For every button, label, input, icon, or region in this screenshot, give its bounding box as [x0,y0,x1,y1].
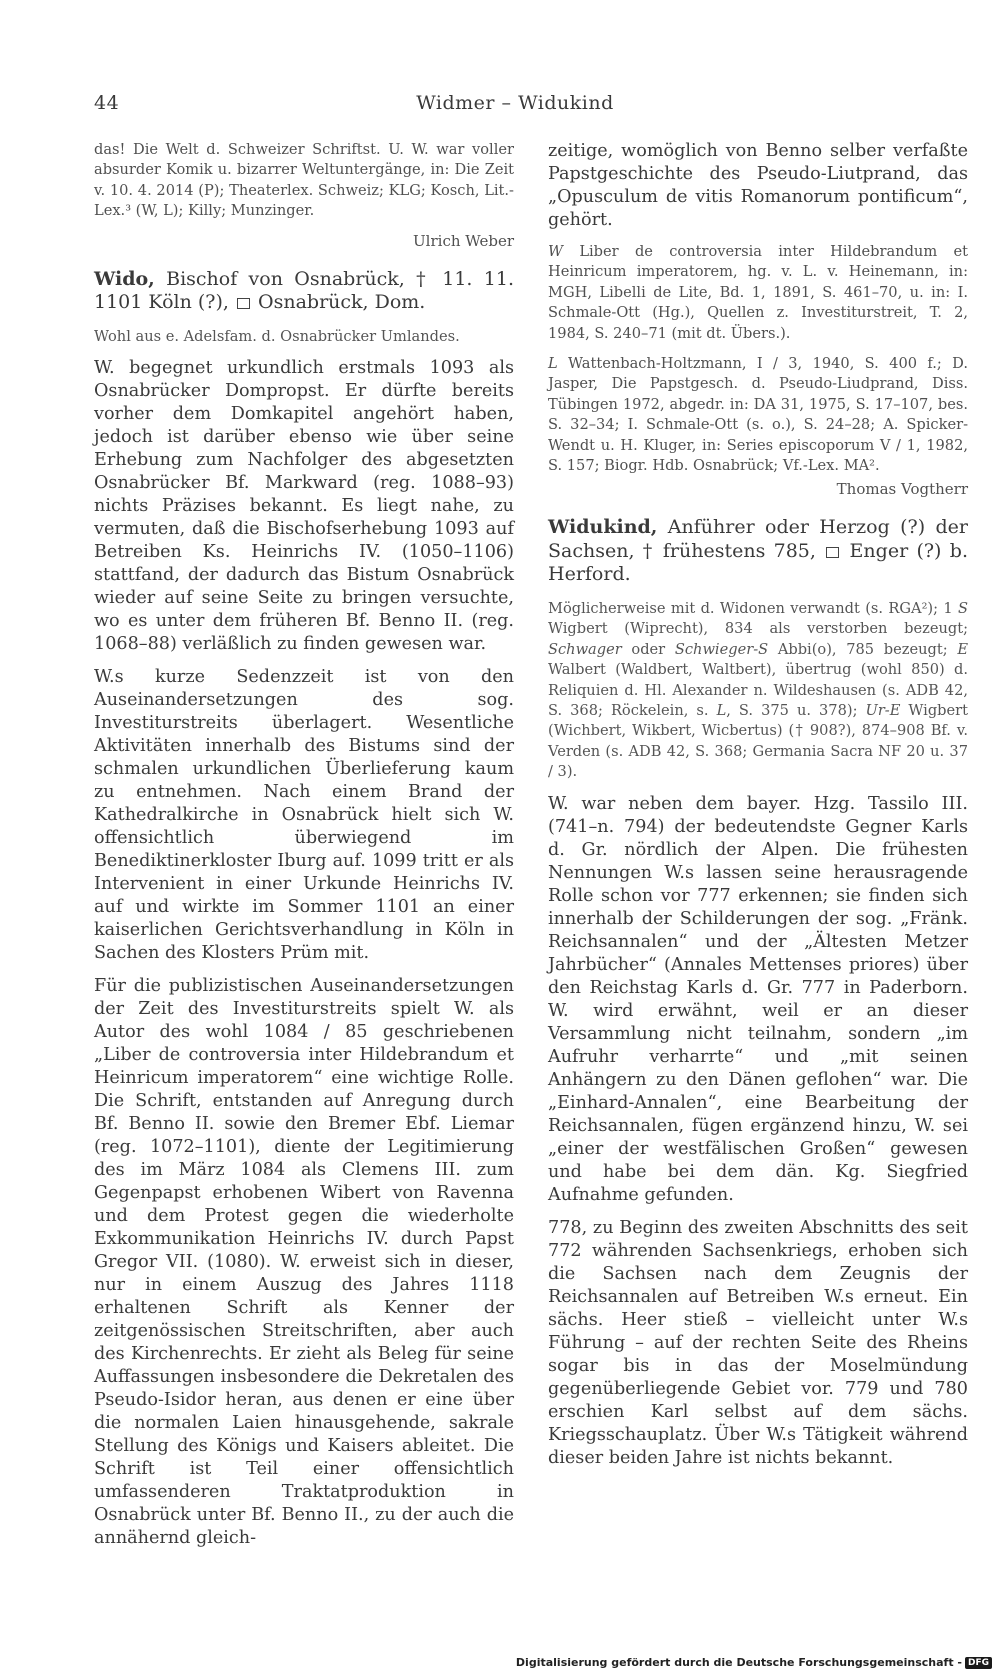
entry-heading-wido [94,268,514,315]
origin-note: Möglicherweise mit d. Widonen verwandt (s. RGA²); 1 S Wigbert (Wiprecht), 834 als verstorben bezeugt; Schwager oder Schwieger-S Abbi(o), 785 bezeugt; E Walbert (Waldbert, Waltbert), übertrug (wohl 850) d. Reliquien d. Hl. Alexander n. Wildeshausen (s. ADB 42, S. 368; Röckelein, s. L, S. 375 u. 378); Ur-E Wigbert (Wichbert, Wikbert, Wicbertus) († 908?), 874–908 Bf. v. Verden (s. ADB 42, S. 368; Germania Sacra NF 20 u. 37 / 3). [548,599,968,781]
body-paragraph: Für die publizistischen Auseinandersetzungen der Zeit des Investiturstreits spielt W. als Autor des wohl 1084 / 85 geschriebenen „Liber de controversia inter Hildebrandum et Heinricum imperatorem“ eine wichtige Rolle. Die Schrift, entstanden auf Anregung durch Bf. Benno II. sowie den Bremer Ebf. Liemar (reg. 1072–1101), diente der Legitimierung des im März 1084 als Clemens III. zum Gegenpapst erhobenen Wibert von Ravenna und dem Protest gegen die wiederholte Exkommunikation Heinrichs IV. durch Papst Gregor VII. (1080). W. erweist sich in dieser, nur in einem Auszug des Jahres 1118 erhaltenen Schrift als Kenner der zeitgenössischen Streitschriften, aber auch des Kirchenrechts. Er zieht als Beleg für seine Auffassungen insbesondere die Dekretalen des Pseudo-Isidor heran, aus denen er eine über die normalen Laien hinausgehende, sakrale Stellung des Königs und Kaisers ableitet. Die Schrift ist Teil einer offensichtlich umfassenderen Traktatproduktion in Osnabrück unter Bf. Benno II., zu der auch die annähernd gleich- [94,976,514,1549]
previous-entry-tail: das! Die Welt d. Schweizer Schriftst. U. W. war voller absurder Komik u. bizarrer Weltuntergänge, in: Die Zeit v. 10. 4. 2014 (P); Theaterlex. Schweiz; KLG; Kosch, Lit.-Lex.³ (W, L); Killy; Munzinger. [94,141,514,220]
works-section [548,242,968,344]
author-signature: Thomas Vogtherr [836,480,968,499]
page-number: 44 [94,92,120,114]
entry-heading-burial: Osnabrück, Dom. [251,291,426,314]
author-signature: Ulrich Weber [413,231,514,250]
entry-name: Wido, [94,267,155,290]
body-paragraph: W.s kurze Sedenzzeit ist von den Auseinandersetzungen des sog. Investiturstreits überlagert. Wesentliche Aktivitäten innerhalb des Bistums sind der schmalen urkundlichen Überlieferung kaum zu entnehmen. Nach einem Brand der Kathedralkirche in Osnabrück hielt sich W. offensichtlich überwiegend im Benediktinerkloster Iburg auf. 1099 tritt er als Intervenient in einer Urkunde Heinrichs IV. auf und wirkte im Sommer 1101 an einer kaiserlichen Gerichtsverhandlung in Köln in Sachen des Klosters Prüm mit. [94,667,514,964]
footer-text: Digitalisierung gefördert durch die Deutsche Forschungsgemeinschaft - [515,1656,962,1669]
entry-heading-text: Bischof von Osnabrück, † 11. 11. 1101 Köln (?), [94,267,514,314]
dfg-logo: DFG [965,1657,992,1669]
right-column [548,140,968,1480]
body-paragraph: W. war neben dem bayer. Hzg. Tassilo III. (741–n. 794) der bedeutendste Gegner Karls d. Gr. nördlich der Alpen. Die frühesten Nennungen W.s lassen seine herausragende Rolle schon vor 777 erkennen; sie finden sich innerhalb der Schilderungen der sog. „Fränk. Reichsannalen“ und der „Ältesten Metzer Jahrbücher“ (Annales Mettenses priores) über den Reichstag Karls d. Gr. 777 in Paderborn. W. wird erwähnt, weil er an dieser Versammlung nicht teilnahm, sondern „im Aufruhr verharrte“ und „mit seinen Anhängern zu den Dänen geflohen“ war. Die „Einhard-Annalen“, eine Bearbeitung der Reichsannalen, fügen ergänzend hinzu, W. sei „einer der westfälischen Großen“ gewesen und habe bei dem dän. Kg. Siegfried Aufnahme gefunden. [548,793,968,1205]
body-paragraph: 778, zu Beginn des zweiten Abschnitts des seit 772 währenden Sachsenkriegs, erhoben sich die Sachsen nach dem Zeugnis der Reichsannalen auf Betreiben W.s erneut. Ein sächs. Heer stieß – vielleicht unter W.s Führung – auf der rechten Seite des Rheins sogar bis in das der Moselmündung gegenüberliegende Gebiet vor. 779 und 780 erschien Karl selbst auf dem sächs. Kriegsschauplatz. Über W.s Tätigkeit während dieser beiden Jahre ist nichts bekannt. [548,1217,968,1468]
origin-note: Wohl aus e. Adelsfam. d. Osnabrücker Umlandes. [94,327,460,345]
entry-heading-widukind [548,516,968,587]
grave-icon [237,298,250,309]
running-head: Widmer – Widukind [416,92,614,114]
grave-icon [826,547,839,558]
digitization-footer [516,1656,992,1669]
left-column [94,140,514,1560]
entry-heading-text: Anführer oder Herzog (?) der Sachsen, † frühestens 785, [548,516,968,562]
body-paragraph: W. begegnet urkundlich erstmals 1093 als Osnabrücker Dompropst. Er dürfte bereits vorher dem Domkapitel angehört haben, jedoch ist darüber ebenso wie über seine Erhebung zum Nachfolger des abgesetzten Osnabrücker Bf. Markward (reg. 1088–93) nichts Präzises bekannt. Es liegt nahe, zu vermuten, daß die Bischofserhebung 1093 auf Betreiben Ks. Heinrichs IV. (1050–1106) stattfand, der dadurch das Bistum Osnabrück wieder auf seine Seite zu bringen versuchte, wo es unter dem früheren Bf. Benno II. (reg. 1068–88) verläßlich zu finden gewesen war. [94,358,514,655]
literature-section [548,354,968,476]
literature-text: Wattenbach-Holtzmann, I / 3, 1940, S. 400 f.; D. Jasper, Die Papstgesch. d. Pseudo-Liudprand, Diss. Tübingen 1972, abgedr. in: DA 31, 1975, S. 17–107, bes. S. 32–34; I. Schmale-Ott (s. o.), S. 24–28; A. Spicker-Wendt u. H. Kluger, in: Series episcoporum V / 1, 1982, S. 157; Biogr. Hdb. Osnabrück; Vf.-Lex. MA². [548,355,968,475]
works-label: W [548,243,563,260]
literature-label: L [548,355,558,373]
works-text: Liber de controversia inter Hildebrandum et Heinricum imperatorem, hg. v. L. v. Heinemann, in: MGH, Libelli de Lite, Bd. 1, 1891, S. 461–70, u. in: I. Schmale-Ott (Hg.), Quellen z. Investiturstreit, T. 2, 1984, S. 240–71 (mit dt. Übers.). [548,243,968,342]
body-paragraph: zeitige, womöglich von Benno selber verfaßte Papstgeschichte des Pseudo-Liutprand, das „Opusculum de vitis Romanorum pontificum“, gehört. [548,141,968,230]
entry-heading-burial: Enger (?) b. Herford. [548,539,968,586]
entry-name: Widukind, [548,516,658,539]
